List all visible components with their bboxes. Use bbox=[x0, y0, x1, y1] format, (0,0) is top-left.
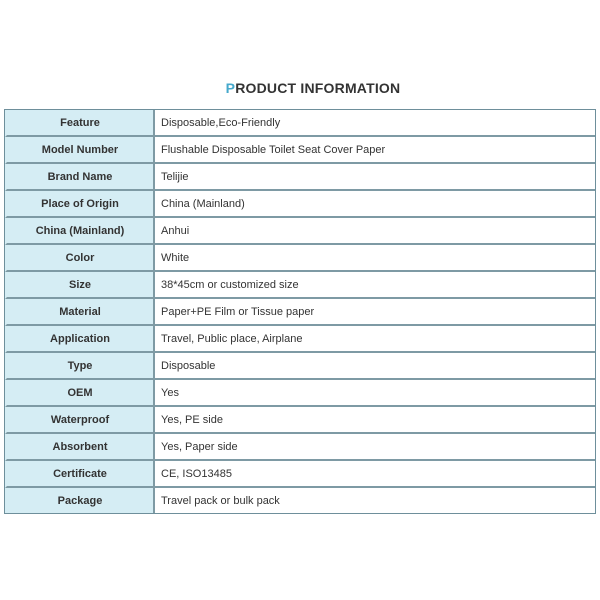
table-row bbox=[5, 407, 595, 434]
row-label: Size bbox=[5, 272, 155, 299]
row-label: Model Number bbox=[5, 137, 155, 164]
row-label: Brand Name bbox=[5, 164, 155, 191]
row-label: Place of Origin bbox=[5, 191, 155, 218]
row-value: Travel, Public place, Airplane bbox=[155, 326, 595, 353]
row-value: Telijie bbox=[155, 164, 595, 191]
row-value: Yes bbox=[155, 380, 595, 407]
row-label: Waterproof bbox=[5, 407, 155, 434]
table-row bbox=[5, 326, 595, 353]
page-title bbox=[0, 80, 600, 96]
row-value: White bbox=[155, 245, 595, 272]
row-value: Travel pack or bulk pack bbox=[155, 488, 595, 513]
table-row bbox=[5, 380, 595, 407]
table-row bbox=[5, 218, 595, 245]
row-value: Yes, Paper side bbox=[155, 434, 595, 461]
row-value: Yes, PE side bbox=[155, 407, 595, 434]
table-row bbox=[5, 164, 595, 191]
title-accent-letter: P bbox=[225, 80, 236, 96]
row-value: Disposable bbox=[155, 353, 595, 380]
row-label: Material bbox=[5, 299, 155, 326]
table-row bbox=[5, 461, 595, 488]
row-value: Paper+PE Film or Tissue paper bbox=[155, 299, 595, 326]
table-row bbox=[5, 272, 595, 299]
title-text: RODUCT INFORMATION bbox=[235, 80, 401, 96]
table-row bbox=[5, 245, 595, 272]
row-label: Certificate bbox=[5, 461, 155, 488]
row-value: CE, ISO13485 bbox=[155, 461, 595, 488]
row-label: Package bbox=[5, 488, 155, 513]
row-value: Anhui bbox=[155, 218, 595, 245]
table-row bbox=[5, 434, 595, 461]
row-label: OEM bbox=[5, 380, 155, 407]
row-value: Disposable,Eco-Friendly bbox=[155, 110, 595, 137]
row-label: Application bbox=[5, 326, 155, 353]
table-row bbox=[5, 191, 595, 218]
row-label: Absorbent bbox=[5, 434, 155, 461]
table-row bbox=[5, 299, 595, 326]
row-value: 38*45cm or customized size bbox=[155, 272, 595, 299]
table-row bbox=[5, 137, 595, 164]
row-label: Feature bbox=[5, 110, 155, 137]
table-row bbox=[5, 488, 595, 513]
row-label: China (Mainland) bbox=[5, 218, 155, 245]
table-row bbox=[5, 110, 595, 137]
row-label: Color bbox=[5, 245, 155, 272]
table-row bbox=[5, 353, 595, 380]
row-label: Type bbox=[5, 353, 155, 380]
row-value: Flushable Disposable Toilet Seat Cover Paper bbox=[155, 137, 595, 164]
product-info-table bbox=[4, 109, 596, 514]
row-value: China (Mainland) bbox=[155, 191, 595, 218]
